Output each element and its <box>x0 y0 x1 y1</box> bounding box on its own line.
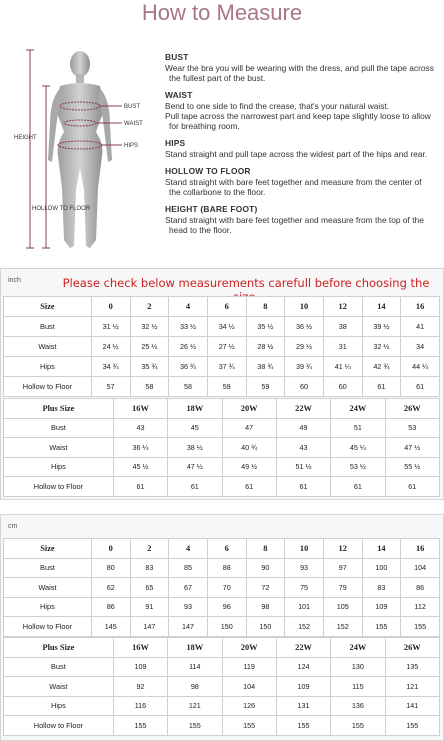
measurement-value-cell: 121 <box>168 696 222 716</box>
measurement-label-cell: Hollow to Floor <box>4 617 92 637</box>
table-row <box>4 418 440 438</box>
measurement-value-cell: 67 <box>169 578 208 598</box>
measurement-value-cell: 124 <box>276 657 330 677</box>
size-header-cell: 12 <box>323 297 362 317</box>
measurement-value-cell: 40 ¾ <box>222 438 276 458</box>
measurement-value-cell: 32 ½ <box>130 317 169 337</box>
measurement-value-cell: 45 <box>168 418 222 438</box>
measurement-value-cell: 135 <box>385 657 439 677</box>
measurement-value-cell: 88 <box>207 558 246 578</box>
hips-label: HIPS <box>124 143 139 149</box>
size-header-cell: 22W <box>276 399 330 419</box>
measurement-value-cell: 155 <box>385 716 439 736</box>
measurement-value-cell: 65 <box>130 578 169 598</box>
size-header-cell: 16 <box>401 297 440 317</box>
measurement-value-cell: 33 ½ <box>169 317 208 337</box>
measurement-label-cell: Bust <box>4 657 114 677</box>
table-row <box>4 617 440 637</box>
measurement-value-cell: 79 <box>323 578 362 598</box>
measurement-label-cell: Hips <box>4 457 114 477</box>
measurement-value-cell: 61 <box>385 477 439 497</box>
hollow-to-floor-label: HOLLOW TO FLOOR <box>32 206 91 212</box>
table-row <box>4 337 440 357</box>
measurement-value-cell: 119 <box>222 657 276 677</box>
size-header-cell: 6 <box>207 297 246 317</box>
size-header-cell: 10 <box>285 297 324 317</box>
measurement-value-cell: 39 ½ <box>362 317 401 337</box>
measurement-value-cell: 61 <box>222 477 276 497</box>
measurement-value-cell: 45 ½ <box>113 457 167 477</box>
measurement-value-cell: 104 <box>401 558 440 578</box>
measurement-label-cell: Waist <box>4 677 114 697</box>
measurement-value-cell: 61 <box>362 377 401 397</box>
measurement-value-cell: 83 <box>362 578 401 598</box>
measurement-value-cell: 136 <box>331 696 385 716</box>
measurement-value-cell: 86 <box>91 597 130 617</box>
size-header-cell: 10 <box>285 539 324 559</box>
table-row <box>4 716 440 736</box>
measurement-value-cell: 51 <box>331 418 385 438</box>
instruction-bust <box>165 52 441 83</box>
measurement-value-cell: 150 <box>207 617 246 637</box>
size-header-cell: 20W <box>222 638 276 658</box>
cm-plus-size-table <box>3 637 440 736</box>
measurement-value-cell: 83 <box>130 558 169 578</box>
measurement-label-cell: Hips <box>4 696 114 716</box>
size-header-cell: 24W <box>331 638 385 658</box>
table-row <box>4 438 440 458</box>
instruction-line: for breathing room. <box>169 121 240 131</box>
unit-label-cm: cm <box>8 523 18 530</box>
measurement-value-cell: 59 <box>207 377 246 397</box>
measurement-value-cell: 51 ½ <box>276 457 330 477</box>
measurement-value-cell: 53 ½ <box>331 457 385 477</box>
measurement-value-cell: 28 ½ <box>246 337 285 357</box>
measurement-value-cell: 131 <box>276 696 330 716</box>
measurement-value-cell: 45 ¼ <box>331 438 385 458</box>
measurement-value-cell: 101 <box>285 597 324 617</box>
measurement-value-cell: 49 ½ <box>222 457 276 477</box>
measurement-value-cell: 27 ½ <box>207 337 246 357</box>
measurement-value-cell: 155 <box>401 617 440 637</box>
measurement-value-cell: 44 ¼ <box>401 357 440 377</box>
measurement-value-cell: 47 ½ <box>168 457 222 477</box>
table-row <box>4 357 440 377</box>
measurement-label-cell: Bust <box>4 418 114 438</box>
measurement-value-cell: 112 <box>401 597 440 617</box>
instruction-line: Wear the bra you will be wearing with the dress, and pull the tape across <box>165 63 434 73</box>
measurement-value-cell: 104 <box>222 677 276 697</box>
measurement-value-cell: 36 ¾ <box>169 357 208 377</box>
measurement-value-cell: 152 <box>323 617 362 637</box>
measurement-value-cell: 58 <box>169 377 208 397</box>
instruction-line: the fullest part of the bust. <box>169 73 266 83</box>
table-row <box>4 558 440 578</box>
size-header-cell: 8 <box>246 297 285 317</box>
measurement-value-cell: 116 <box>113 696 167 716</box>
measurement-value-cell: 115 <box>331 677 385 697</box>
measurement-value-cell: 38 <box>323 317 362 337</box>
size-header-cell: 26W <box>385 638 439 658</box>
measurement-value-cell: 109 <box>276 677 330 697</box>
measurement-value-cell: 62 <box>91 578 130 598</box>
measurement-value-cell: 58 <box>130 377 169 397</box>
measurement-value-cell: 53 <box>385 418 439 438</box>
measurement-value-cell: 61 <box>401 377 440 397</box>
measurement-value-cell: 147 <box>130 617 169 637</box>
cm-standard-size-table <box>3 538 440 637</box>
measurement-label-cell: Bust <box>4 558 92 578</box>
table-row <box>4 696 440 716</box>
size-header-cell: 2 <box>130 539 169 559</box>
measurement-value-cell: 70 <box>207 578 246 598</box>
measurement-value-cell: 91 <box>130 597 169 617</box>
instruction-heading: HIPS <box>165 138 186 148</box>
size-column-header: Plus Size <box>4 638 114 658</box>
instruction-line: Pull tape across the narrowest part and keep tape slightly loose to allow <box>165 111 431 121</box>
measurement-value-cell: 60 <box>323 377 362 397</box>
measurement-value-cell: 93 <box>169 597 208 617</box>
measurement-value-cell: 38 ½ <box>168 438 222 458</box>
instruction-line: Stand straight with bare feet together and measure from the center of <box>165 177 422 187</box>
measurement-value-cell: 47 <box>222 418 276 438</box>
size-header-cell: 22W <box>276 638 330 658</box>
instruction-line: head to the floor. <box>169 225 232 235</box>
measurement-value-cell: 55 ½ <box>385 457 439 477</box>
measurement-label-cell: Hips <box>4 357 92 377</box>
measurement-value-cell: 155 <box>362 617 401 637</box>
height-label: HEIGHT <box>14 135 37 141</box>
measurement-value-cell: 36 ¼ <box>113 438 167 458</box>
size-header-cell: 20W <box>222 399 276 419</box>
size-header-cell: 6 <box>207 539 246 559</box>
instruction-line: Stand straight with bare feet together and measure from the top of the <box>165 215 424 225</box>
measurement-value-cell: 41 ¼ <box>323 357 362 377</box>
instruction-line: Bend to one side to find the crease, that's your natural waist. <box>165 101 390 111</box>
measurement-value-cell: 36 ½ <box>285 317 324 337</box>
measurement-value-cell: 57 <box>91 377 130 397</box>
measurement-label-cell: Hips <box>4 597 92 617</box>
measurement-value-cell: 145 <box>91 617 130 637</box>
size-header-cell: 18W <box>168 399 222 419</box>
size-header-cell: 24W <box>331 399 385 419</box>
table-row <box>4 677 440 697</box>
size-notice: Please check below measurements carefull before choosing the <box>62 276 430 290</box>
page-title: How to Measure <box>141 0 303 25</box>
measurement-value-cell: 98 <box>246 597 285 617</box>
measurement-value-cell: 42 ¾ <box>362 357 401 377</box>
measurement-value-cell: 61 <box>276 477 330 497</box>
table-row <box>4 457 440 477</box>
instruction-hips <box>165 138 441 159</box>
measurement-value-cell: 90 <box>246 558 285 578</box>
size-column-header: Size <box>4 297 92 317</box>
measurement-value-cell: 29 ½ <box>285 337 324 357</box>
measurement-value-cell: 92 <box>113 677 167 697</box>
size-header-cell: 0 <box>91 539 130 559</box>
measurement-value-cell: 34 <box>401 337 440 357</box>
instruction-heading: HOLLOW TO FLOOR <box>165 166 251 176</box>
measurement-value-cell: 31 <box>323 337 362 357</box>
measurement-value-cell: 72 <box>246 578 285 598</box>
size-header-cell: 16W <box>113 638 167 658</box>
measurement-label-cell: Bust <box>4 317 92 337</box>
size-header-cell: 4 <box>169 297 208 317</box>
measurement-value-cell: 114 <box>168 657 222 677</box>
measurement-value-cell: 155 <box>331 716 385 736</box>
measurement-label-cell: Waist <box>4 337 92 357</box>
instruction-hollow-to-floor <box>165 166 441 197</box>
instruction-heading: WAIST <box>165 90 193 100</box>
measurement-value-cell: 155 <box>168 716 222 736</box>
instruction-height <box>165 204 441 235</box>
measurement-value-cell: 35 ¾ <box>130 357 169 377</box>
measurement-value-cell: 85 <box>169 558 208 578</box>
size-column-header: Plus Size <box>4 399 114 419</box>
table-header-row <box>4 297 440 317</box>
size-header-cell: 12 <box>323 539 362 559</box>
size-header-cell: 14 <box>362 539 401 559</box>
measurement-label-cell: Hollow to Floor <box>4 377 92 397</box>
size-header-cell: 16 <box>401 539 440 559</box>
measurement-value-cell: 34 ¾ <box>91 357 130 377</box>
measurement-value-cell: 32 ½ <box>362 337 401 357</box>
size-header-cell: 18W <box>168 638 222 658</box>
size-header-cell: 4 <box>169 539 208 559</box>
instruction-line: the collarbone to the floor. <box>169 187 266 197</box>
table-header-row <box>4 399 440 419</box>
measurement-value-cell: 49 <box>276 418 330 438</box>
measurement-value-cell: 98 <box>168 677 222 697</box>
measurement-value-cell: 43 <box>113 418 167 438</box>
table-header-row <box>4 539 440 559</box>
body-figure-illustration <box>0 40 160 258</box>
measurement-value-cell: 105 <box>323 597 362 617</box>
measurement-value-cell: 130 <box>331 657 385 677</box>
measurement-value-cell: 61 <box>331 477 385 497</box>
measurement-label-cell: Waist <box>4 578 92 598</box>
table-header-row <box>4 638 440 658</box>
measurement-label-cell: Waist <box>4 438 114 458</box>
measurement-value-cell: 100 <box>362 558 401 578</box>
measurement-value-cell: 43 <box>276 438 330 458</box>
instruction-line: Stand straight and pull tape across the widest part of the hips and rear. <box>165 149 428 159</box>
size-header-cell: 2 <box>130 297 169 317</box>
size-column-header: Size <box>4 539 92 559</box>
measurement-value-cell: 31 ½ <box>91 317 130 337</box>
measurement-value-cell: 93 <box>285 558 324 578</box>
measurement-value-cell: 61 <box>168 477 222 497</box>
bust-label: BUST <box>124 104 141 110</box>
instruction-waist <box>165 90 441 131</box>
inch-standard-size-table <box>3 296 440 397</box>
measurement-label-cell: Hollow to Floor <box>4 716 114 736</box>
waist-label: WAIST <box>124 121 143 127</box>
measurement-value-cell: 25 ½ <box>130 337 169 357</box>
measurement-value-cell: 61 <box>113 477 167 497</box>
measurement-instructions <box>165 52 441 242</box>
instruction-heading: BUST <box>165 52 189 62</box>
measurement-value-cell: 41 <box>401 317 440 337</box>
measurement-value-cell: 152 <box>285 617 324 637</box>
measurement-value-cell: 47 ½ <box>385 438 439 458</box>
measurement-value-cell: 150 <box>246 617 285 637</box>
measurement-value-cell: 38 ¾ <box>246 357 285 377</box>
measurement-value-cell: 96 <box>207 597 246 617</box>
size-header-cell: 26W <box>385 399 439 419</box>
measurement-value-cell: 121 <box>385 677 439 697</box>
unit-label-inch: inch <box>8 277 21 284</box>
size-header-cell: 0 <box>91 297 130 317</box>
measurement-value-cell: 147 <box>169 617 208 637</box>
measurement-value-cell: 155 <box>222 716 276 736</box>
table-row <box>4 477 440 497</box>
table-row <box>4 657 440 677</box>
measurement-value-cell: 109 <box>362 597 401 617</box>
measurement-value-cell: 109 <box>113 657 167 677</box>
measurement-value-cell: 59 <box>246 377 285 397</box>
measurement-label-cell: Hollow to Floor <box>4 477 114 497</box>
measurement-value-cell: 37 ¾ <box>207 357 246 377</box>
measurement-value-cell: 80 <box>91 558 130 578</box>
table-row <box>4 317 440 337</box>
measurement-value-cell: 126 <box>222 696 276 716</box>
measurement-value-cell: 75 <box>285 578 324 598</box>
inch-plus-size-table <box>3 398 440 497</box>
table-row <box>4 578 440 598</box>
measurement-value-cell: 35 ½ <box>246 317 285 337</box>
measurement-value-cell: 155 <box>113 716 167 736</box>
table-row <box>4 377 440 397</box>
table-row <box>4 597 440 617</box>
measurement-value-cell: 26 ½ <box>169 337 208 357</box>
instruction-heading: HEIGHT (BARE FOOT) <box>165 204 258 214</box>
measurement-value-cell: 141 <box>385 696 439 716</box>
size-header-cell: 8 <box>246 539 285 559</box>
measurement-value-cell: 39 ¾ <box>285 357 324 377</box>
measurement-value-cell: 155 <box>276 716 330 736</box>
size-header-cell: 16W <box>113 399 167 419</box>
measurement-value-cell: 60 <box>285 377 324 397</box>
size-header-cell: 14 <box>362 297 401 317</box>
measurement-value-cell: 24 ½ <box>91 337 130 357</box>
measurement-value-cell: 86 <box>401 578 440 598</box>
measurement-value-cell: 34 ½ <box>207 317 246 337</box>
measurement-value-cell: 97 <box>323 558 362 578</box>
